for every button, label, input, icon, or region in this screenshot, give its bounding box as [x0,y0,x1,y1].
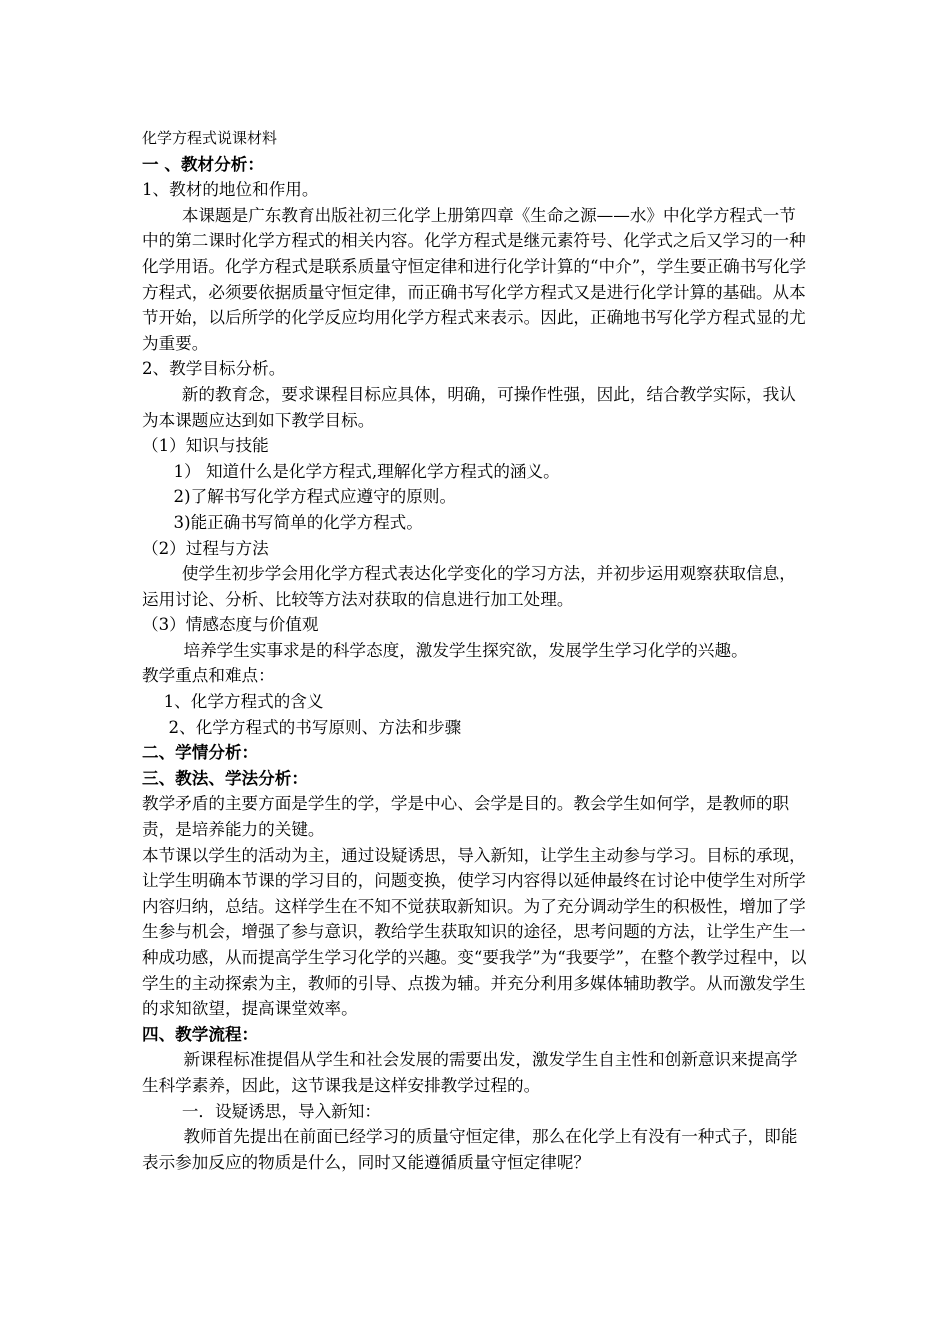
goal-1-item-2: 2)了解书写化学方程式应遵守的原则。 [173,487,457,507]
section-4-heading: 四、教学流程： [142,1023,259,1044]
section-4-1-heading: 一．设疑诱思，导入新知： [181,1101,381,1121]
section-1-1-heading: 1、教材的地位和作用。 [142,180,319,200]
section-2-heading: 二、学情分析： [142,742,259,763]
goal-1-heading: （1）知识与技能 [142,436,269,456]
section-3-paragraph-1: 教学矛盾的主要方面是学生的学，学是中心、会学是目的。教会学生如何学，是教师的职责，是培养能力的关键。 [142,794,790,840]
section-1-2-paragraph: 新的教育念，要求课程目标应具体，明确，可操作性强，因此，结合教学实际，我认为本课题应达到如下教学目标。 [142,384,796,430]
goal-2-paragraph: 使学生初步学会用化学方程式表达化学变化的学习方法，并初步运用观察获取信息，运用讨论、分析、比较等方法对获取的信息进行加工处理。 [142,564,796,609]
document-title: 化学方程式说课材料 [142,129,278,147]
goal-3-heading: （3）情感态度与价值观 [142,615,319,635]
key-points-heading: 教学重点和难点： [142,666,275,686]
section-1-1-paragraph: 本课题是广东教育出版社初三化学上册第四章《生命之源——水》中化学方程式一节中的第二课时化学方程式的相关内容。化学方程式是继元素符号、化学式之后又学习的一种化学用语。化学方程式是联系质量守恒定律和进行化学计算的“中介”，学生要正确书写化学方程式，必须要依据质量守恒定律，而正确书写化学方程式又是进行化学计算的基础。从本节开始，以后所学的化学反应均用化学方程式来表示。因此，正确地书写化学方程式显的尤为重要。 [142,205,807,353]
key-point-1: 1、化学方程式的含义 [163,692,324,712]
section-1-heading: 一 、教材分析： [142,153,264,174]
document-body [142,126,812,1175]
goal-1-item-3: 3)能正确书写简单的化学方程式。 [173,512,423,532]
section-3-paragraph-2: 本节课以学生的活动为主，通过设疑诱思，导入新知，让学生主动参与学习。目标的承现，让学生明确本节课的学习目的，问题变换，使学习内容得以延伸最终在讨论中使学生对所学内容归纳，总结。这样学生在不知不觉获取新知识。为了充分调动学生的积极性，增加了学生参与机会，增强了参与意识，教给学生获取知识的途径，思考问题的方法，让学生产生一种成功感，从而提高学生学习化学的兴趣。变“要我学”为“我要学”，在整个教学过程中，以学生的主动探索为主，教师的引导、点拨为辅。并充分利用多媒体辅助教学。从而激发学生的求知欲望，提高课堂效率。 [142,845,807,1019]
goal-3-paragraph: 培养学生实事求是的科学态度，激发学生探究欲，发展学生学习化学的兴趣。 [183,640,748,660]
goal-1-item-1: 1） 知道什么是化学方程式,理解化学方程式的涵义。 [173,461,560,481]
section-1-2-heading: 2、教学目标分析。 [142,359,286,379]
goal-2-heading: （2）过程与方法 [142,538,269,558]
section-4-1-paragraph: 教师首先提出在前面已经学习的质量守恒定律，那么在化学上有没有一种式子，即能表示参加反应的物质是什么，同时又能遵循质量守恒定律呢？ [142,1127,798,1172]
key-point-2: 2、化学方程式的书写原则、方法和步骤 [168,717,462,737]
section-4-paragraph: 新课程标准提倡从学生和社会发展的需要出发，激发学生自主性和创新意识来提高学生科学素养，因此，这节课我是这样安排教学过程的。 [142,1050,798,1095]
section-3-heading: 三、教法、学法分析： [142,767,308,788]
